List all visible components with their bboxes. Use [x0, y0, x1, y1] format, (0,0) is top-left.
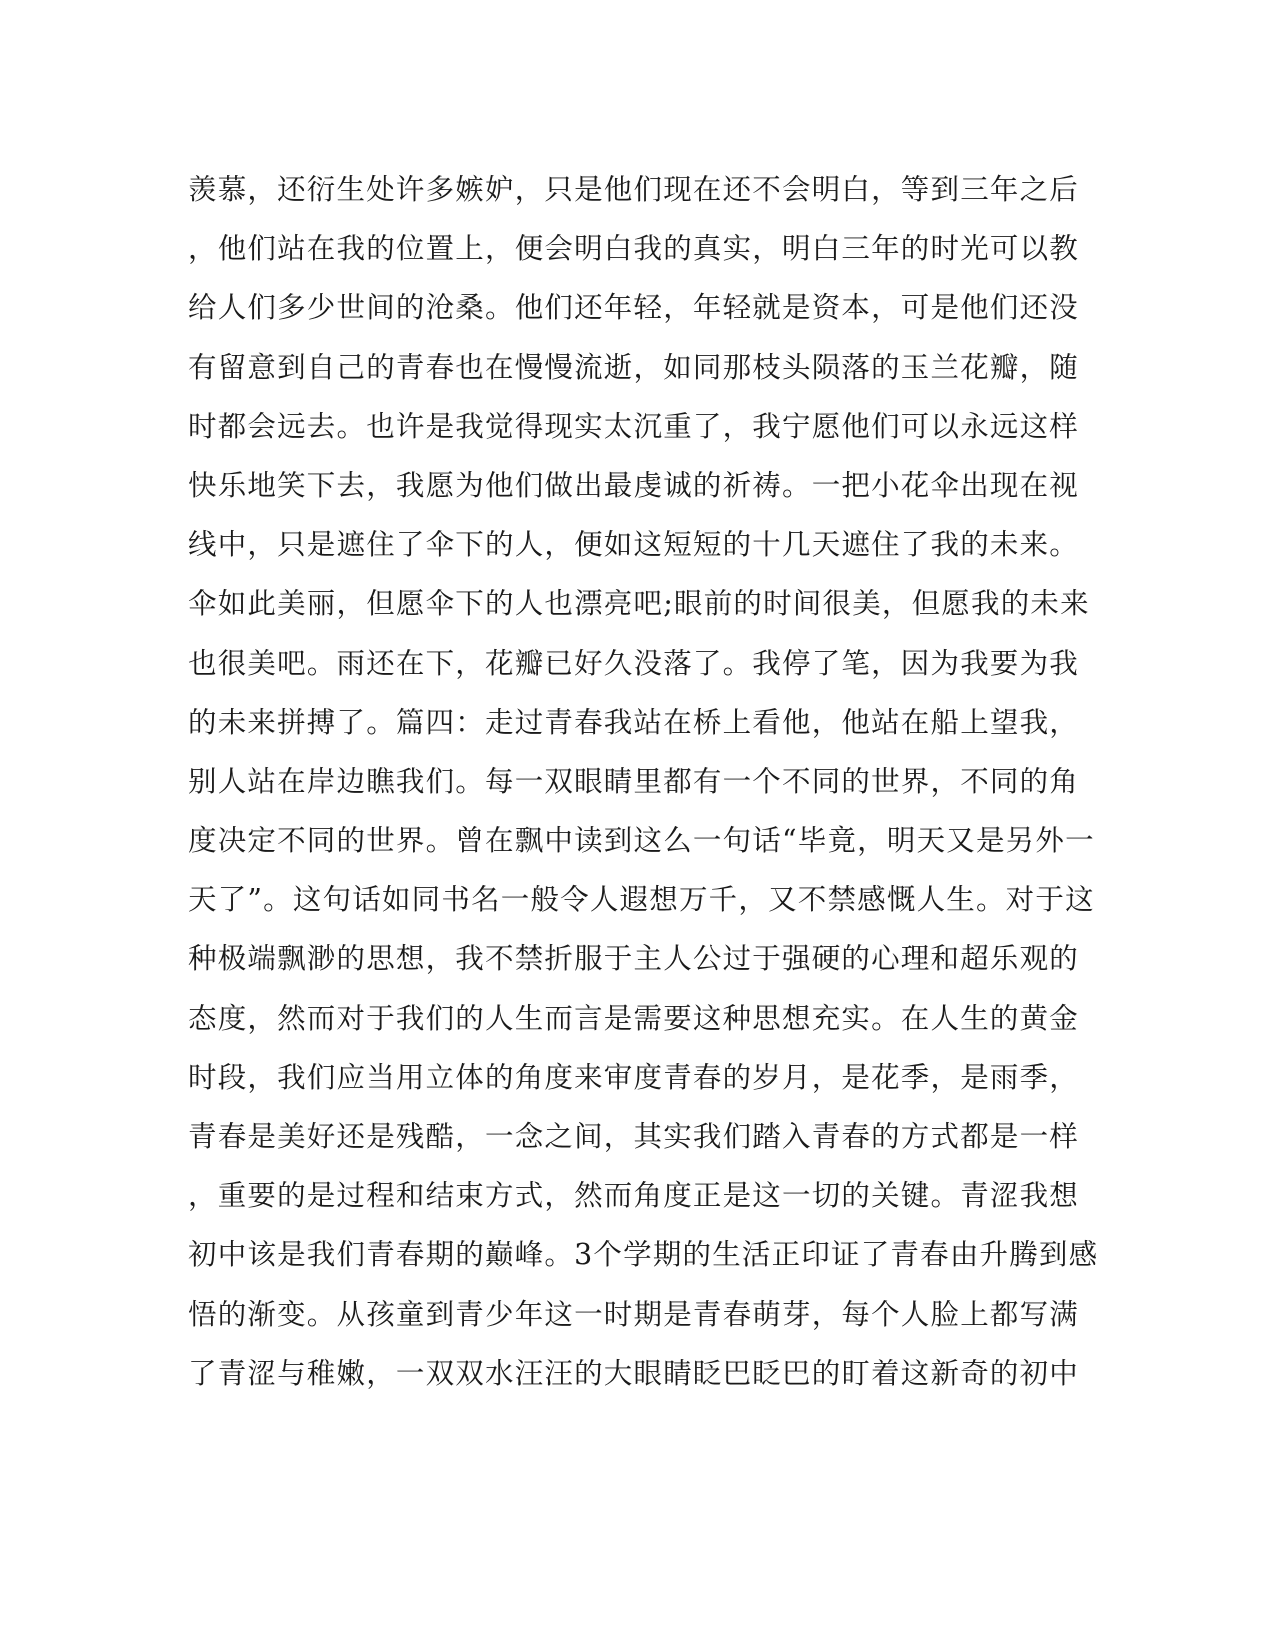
text-line: 别人站在岸边瞧我们。每一双眼睛里都有一个不同的世界，不同的角: [188, 764, 1080, 798]
text-line: 有留意到自己的青春也在慢慢流逝，如同那枝头陨落的玉兰花瓣，随: [188, 350, 1080, 384]
text-line: 了青涩与稚嫩，一双双水汪汪的大眼睛眨巴眨巴的盯着这新奇的初中: [188, 1356, 1080, 1390]
text-line: 时段，我们应当用立体的角度来审度青春的岁月，是花季，是雨季，: [188, 1060, 1080, 1094]
text-line: 度决定不同的世界。曾在飘中读到这么一句话“毕竟，明天又是另外一: [188, 824, 1095, 858]
text-line: 也很美吧。雨还在下，花瓣已好久没落了。我停了笔，因为我要为我: [188, 646, 1080, 680]
body-text: [188, 160, 1099, 1403]
text-line: 快乐地笑下去，我愿为他们做出最虔诚的祈祷。一把小花伞出现在视: [188, 468, 1080, 502]
text-line: 给人们多少世间的沧桑。他们还年轻，年轻就是资本，可是他们还没: [188, 291, 1080, 325]
text-line: ，他们站在我的位置上，便会明白我的真实，明白三年的时光可以教: [188, 232, 1080, 266]
text-line: 伞如此美丽，但愿伞下的人也漂亮吧;眼前的时间很美，但愿我的未来: [188, 587, 1090, 621]
text-line: 种极端飘渺的思想，我不禁折服于主人公过于强硬的心理和超乐观的: [188, 942, 1080, 976]
text-line: 线中，只是遮住了伞下的人，便如这短短的十几天遮住了我的未来。: [188, 528, 1080, 562]
text-line: 天了”。这句话如同书名一般令人遐想万千，又不禁感慨人生。对于这: [188, 883, 1095, 917]
text-line: 时都会远去。也许是我觉得现实太沉重了，我宁愿他们可以永远这样: [188, 409, 1080, 443]
text-line: 态度，然而对于我们的人生而言是需要这种思想充实。在人生的黄金: [188, 1001, 1080, 1035]
text-line: ，重要的是过程和结束方式，然而角度正是这一切的关键。青涩我想: [188, 1179, 1080, 1213]
text-line: 的未来拼搏了。篇四：走过青春我站在桥上看他，他站在船上望我，: [188, 705, 1080, 739]
text-line: 悟的渐变。从孩童到青少年这一时期是青春萌芽，每个人脸上都写满: [188, 1297, 1080, 1331]
text-line: 初中该是我们青春期的巅峰。3个学期的生活正印证了青春由升腾到感: [188, 1238, 1099, 1272]
text-line: 青春是美好还是残酷，一念之间，其实我们踏入青春的方式都是一样: [188, 1120, 1080, 1153]
text-line: 羡慕，还衍生处许多嫉妒，只是他们现在还不会明白，等到三年之后: [188, 173, 1080, 206]
